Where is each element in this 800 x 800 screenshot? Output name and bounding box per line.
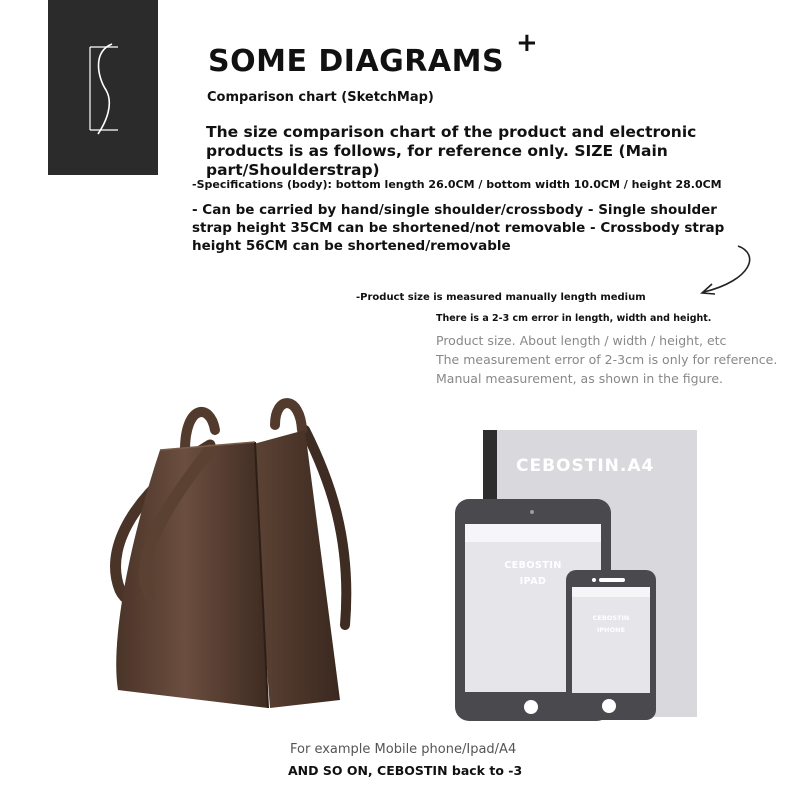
phone-screen-band (572, 587, 650, 597)
brand-caption: AND SO ON, CEBOSTIN back to -3 (288, 763, 523, 778)
ipad-label-line: CEBOSTIN (504, 560, 562, 571)
ipad-label-line: IPAD (519, 576, 547, 587)
brand-logo (48, 0, 158, 175)
phone-camera-icon (592, 578, 596, 582)
measurement-note: -Product size is measured manually length medium (356, 292, 646, 303)
s-curve-logo-icon (48, 0, 158, 175)
ipad-camera-icon (530, 510, 534, 514)
ipad-home-button-icon (524, 700, 538, 714)
page-title: SOME DIAGRAMS (208, 44, 505, 79)
info-line: Product size. About length / width / height, etc (436, 333, 727, 348)
a4-label: CEBOSTIN.A4 (516, 456, 655, 476)
info-line: The measurement error of 2-3cm is only for reference. (436, 352, 778, 367)
example-caption: For example Mobile phone/Ipad/A4 (290, 742, 517, 757)
phone-label (572, 612, 650, 636)
phone-speaker-icon (599, 578, 625, 582)
curved-arrow-icon (690, 240, 760, 300)
usage-text: - Can be carried by hand/single shoulder/crossbody - Single shoulder strap height 35CM can be shortened/not removable - Crossbody strap height 56CM can be shortened/removable (192, 202, 725, 254)
error-note: There is a 2-3 cm error in length, width and height. (436, 313, 712, 324)
phone-label-line: CEBOSTIN (592, 614, 630, 622)
info-line: Manual measurement, as shown in the figure. (436, 371, 724, 386)
brown-leather-bucket-bag-image (90, 390, 360, 720)
page-subtitle: Comparison chart (SketchMap) (207, 90, 434, 105)
intro-text: The size comparison chart of the product and electronic products is as follows, for reference only. SIZE (Main part/Shoulderstrap) (206, 123, 697, 179)
ipad-screen-band (465, 524, 601, 542)
phone-label-line: IPHONE (596, 626, 626, 634)
measurement-info (436, 331, 777, 388)
phone-home-button-icon (602, 699, 616, 713)
specifications-text: -Specifications (body): bottom length 26.0CM / bottom width 10.0CM / height 28.0CM (192, 178, 722, 191)
plus-mark: + (516, 28, 538, 58)
phone-screen (572, 587, 650, 693)
